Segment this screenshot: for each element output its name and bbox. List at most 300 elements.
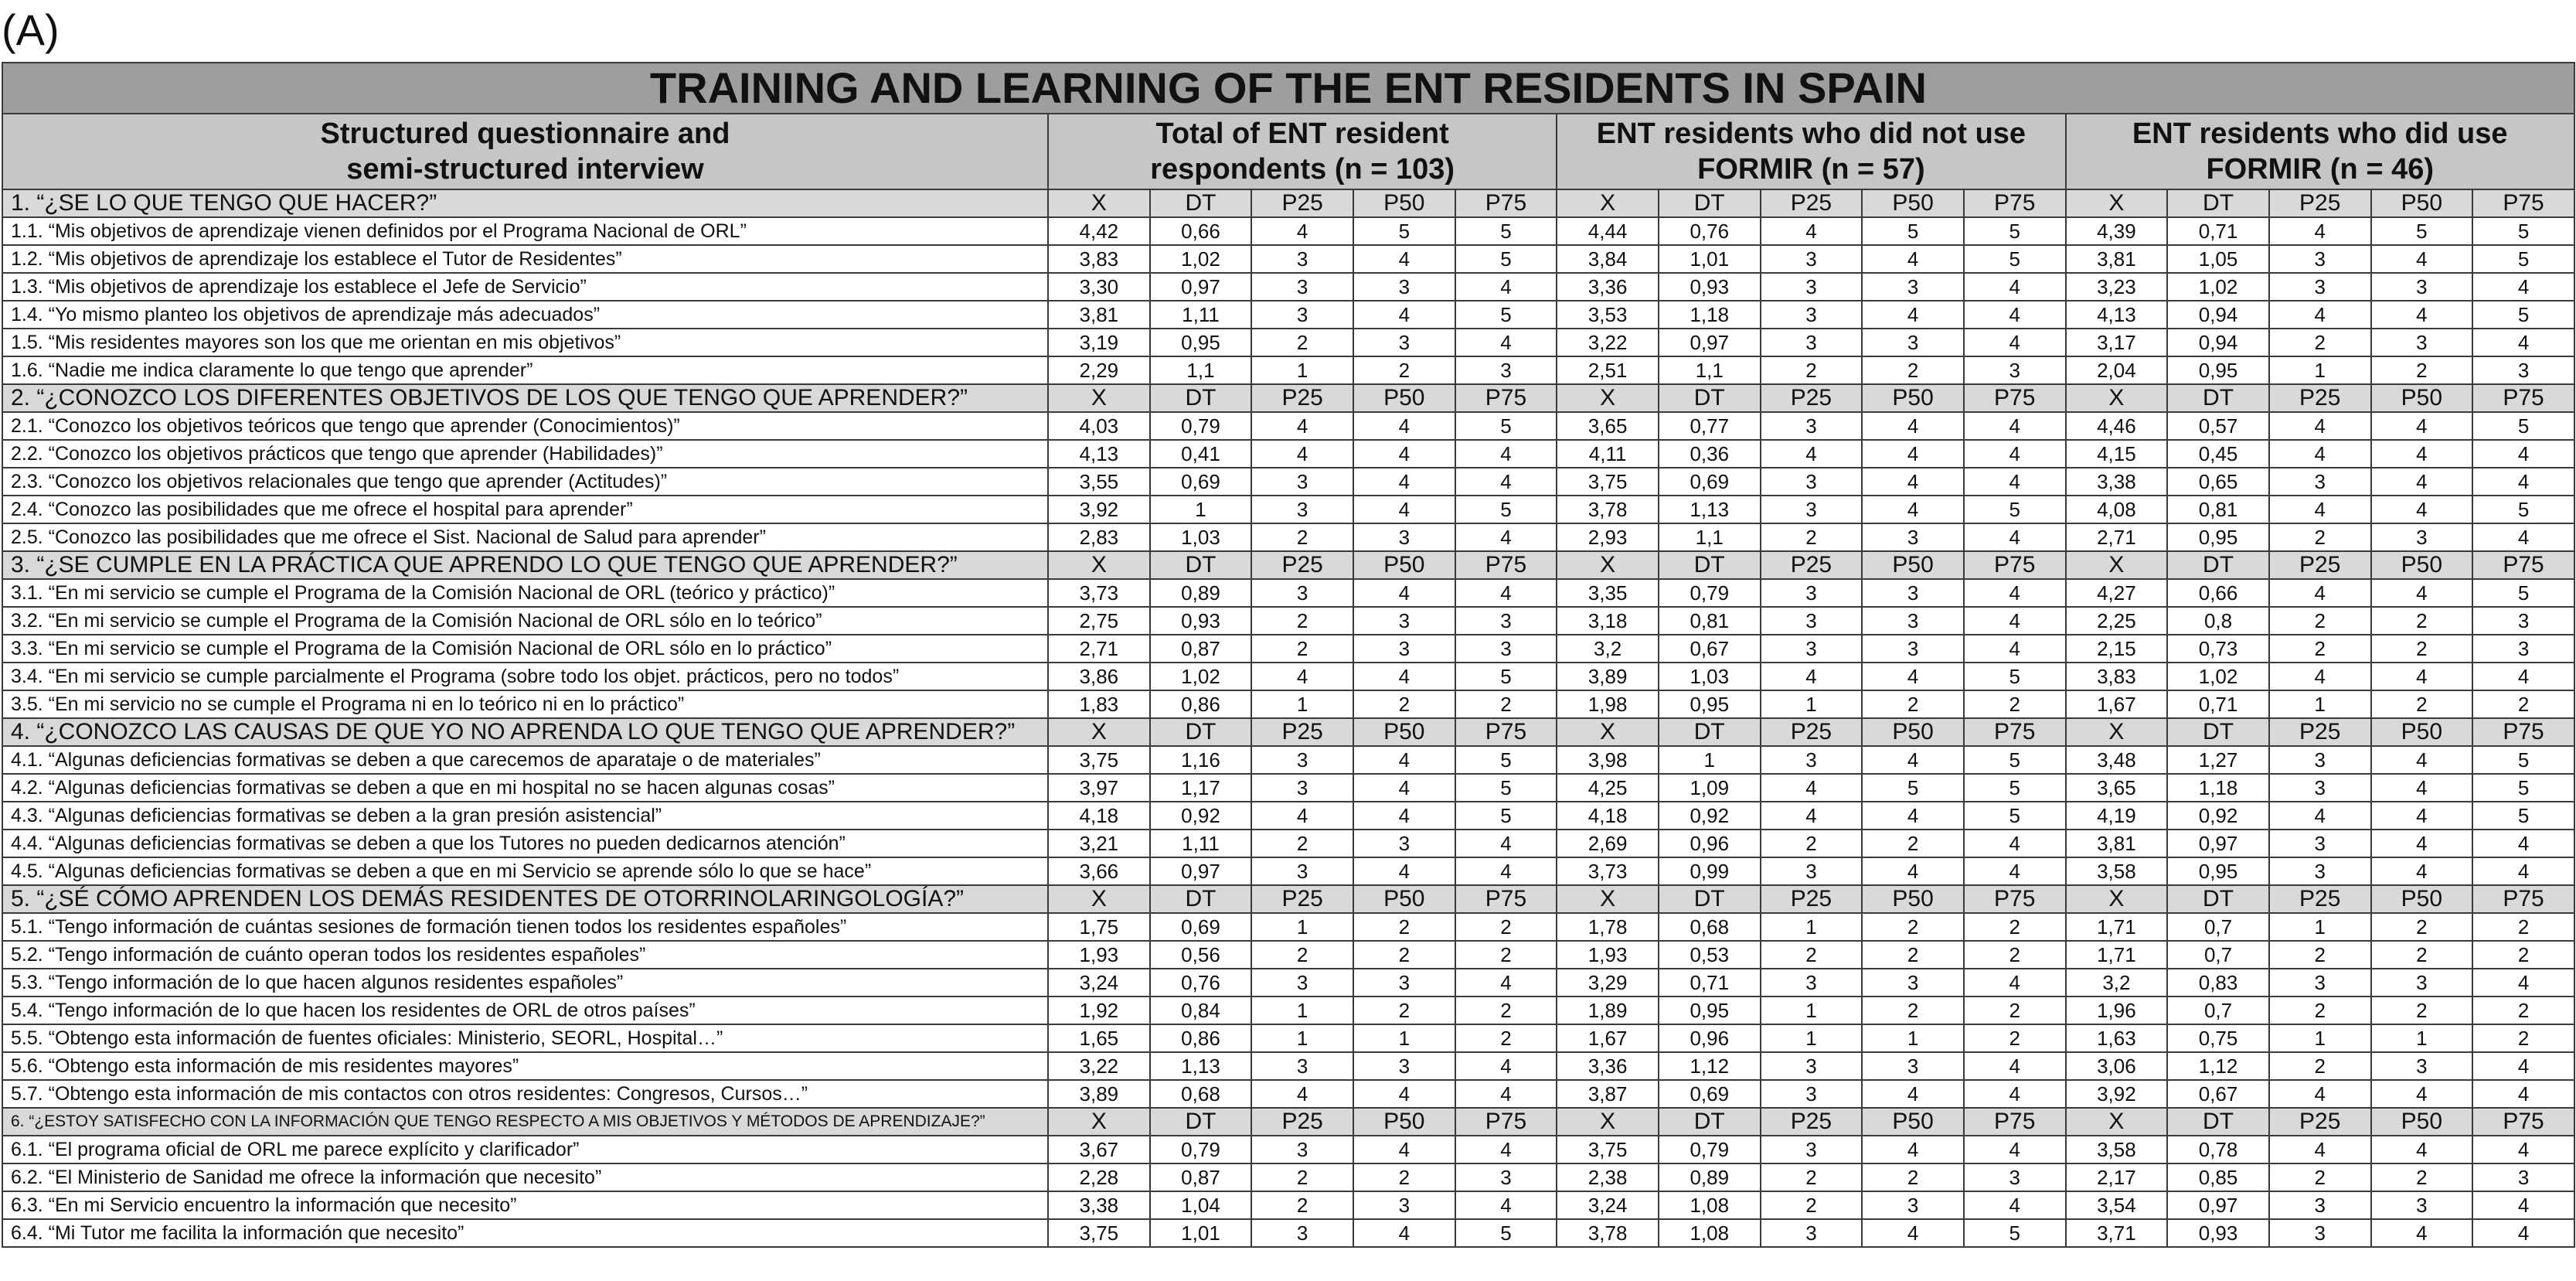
stat-header-p50: P50 — [1862, 551, 1964, 579]
value-cell: 3 — [1862, 523, 1964, 551]
value-cell: 4 — [1455, 969, 1557, 997]
stat-header-x: X — [1048, 384, 1150, 412]
stat-header-x: X — [2066, 885, 2168, 913]
value-cell: 4 — [1251, 440, 1353, 468]
value-cell: 3 — [1353, 969, 1455, 997]
stat-header-p25: P25 — [1251, 1108, 1353, 1136]
value-cell: 2 — [2269, 1163, 2371, 1191]
value-cell: 4 — [2472, 523, 2574, 551]
value-cell: 2 — [2472, 913, 2574, 941]
question-cell: 5.1. “Tengo información de cuántas sesiones de formación tienen todos los residentes españoles” — [2, 913, 1048, 941]
value-cell: 1,02 — [1150, 663, 1252, 690]
value-cell: 5 — [1455, 301, 1557, 329]
value-cell: 0,73 — [2167, 635, 2269, 663]
value-cell: 1 — [1251, 690, 1353, 718]
value-cell: 3 — [1761, 329, 1863, 356]
value-cell: 3 — [1862, 329, 1964, 356]
stat-header-dt: DT — [2167, 1108, 2269, 1136]
value-cell: 4 — [2269, 412, 2371, 440]
value-cell: 1,67 — [2066, 690, 2168, 718]
value-cell: 2,75 — [1048, 607, 1150, 635]
question-cell: 2.2. “Conozco los objetivos prácticos que tengo que aprender (Habilidades)” — [2, 440, 1048, 468]
value-cell: 3 — [1251, 774, 1353, 802]
table-row — [2, 579, 2574, 607]
stat-header-p75: P75 — [1455, 885, 1557, 913]
value-cell: 1,16 — [1150, 746, 1252, 774]
value-cell: 5 — [1964, 774, 2066, 802]
value-cell: 3 — [1251, 468, 1353, 496]
stat-header-p50: P50 — [1353, 189, 1455, 217]
value-cell: 3 — [1862, 1052, 1964, 1080]
table-row — [2, 496, 2574, 523]
stat-header-dt: DT — [1150, 551, 1252, 579]
value-cell: 3 — [1251, 969, 1353, 997]
value-cell: 1,01 — [1659, 245, 1761, 273]
value-cell: 3,87 — [1557, 1080, 1659, 1108]
stat-header-dt: DT — [2167, 551, 2269, 579]
value-cell: 3 — [1761, 635, 1863, 663]
value-cell: 2 — [1353, 997, 1455, 1024]
value-cell: 3 — [1353, 635, 1455, 663]
value-cell: 5 — [1455, 746, 1557, 774]
value-cell: 4 — [2371, 1136, 2473, 1163]
value-cell: 5 — [2472, 496, 2574, 523]
value-cell: 1,08 — [1659, 1191, 1761, 1219]
table-title: TRAINING AND LEARNING OF THE ENT RESIDENTS IN SPAIN — [2, 63, 2574, 114]
value-cell: 3 — [1761, 468, 1863, 496]
value-cell: 4,13 — [2066, 301, 2168, 329]
stat-header-x: X — [1557, 384, 1659, 412]
value-cell: 2 — [1455, 1024, 1557, 1052]
value-cell: 3,78 — [1557, 496, 1659, 523]
value-cell: 1,11 — [1150, 301, 1252, 329]
group-header-total — [1048, 114, 1557, 189]
stat-header-dt: DT — [1150, 1108, 1252, 1136]
value-cell: 3 — [1251, 496, 1353, 523]
stat-header-p25: P25 — [1761, 551, 1863, 579]
value-cell: 5 — [1455, 412, 1557, 440]
group-header-line: Total of ENT resident — [1155, 118, 1449, 150]
value-cell: 0,79 — [1659, 1136, 1761, 1163]
section-title: 1. “¿SE LO QUE TENGO QUE HACER?” — [2, 189, 1048, 217]
section-header-row — [2, 885, 2574, 913]
value-cell: 1 — [2371, 1024, 2473, 1052]
value-cell: 0,71 — [2167, 217, 2269, 245]
value-cell: 0,41 — [1150, 440, 1252, 468]
value-cell: 3 — [2472, 607, 2574, 635]
table-row — [2, 635, 2574, 663]
section-title: 3. “¿SE CUMPLE EN LA PRÁCTICA QUE APRENDO LO QUE TENGO QUE APRENDER?” — [2, 551, 1048, 579]
value-cell: 4 — [2269, 440, 2371, 468]
value-cell: 0,57 — [2167, 412, 2269, 440]
question-cell: 1.2. “Mis objetivos de aprendizaje los establece el Tutor de Residentes” — [2, 245, 1048, 273]
value-cell: 3,58 — [2066, 857, 2168, 885]
value-cell: 4 — [2472, 1136, 2574, 1163]
value-cell: 3 — [1761, 1080, 1863, 1108]
question-cell: 6.2. “El Ministerio de Sanidad me ofrece la información que necesito” — [2, 1163, 1048, 1191]
section-title: 5. “¿SÉ CÓMO APRENDEN LOS DEMÁS RESIDENTES DE OTORRINOLARINGOLOGÍA?” — [2, 885, 1048, 913]
question-cell: 6.3. “En mi Servicio encuentro la información que necesito” — [2, 1191, 1048, 1219]
value-cell: 2 — [2269, 1052, 2371, 1080]
panel-label: (A) — [2, 5, 60, 54]
value-cell: 3 — [1353, 1052, 1455, 1080]
value-cell: 3 — [1761, 607, 1863, 635]
value-cell: 2 — [1761, 941, 1863, 969]
value-cell: 3,86 — [1048, 663, 1150, 690]
table-row — [2, 690, 2574, 718]
value-cell: 1 — [1659, 746, 1761, 774]
stat-header-dt: DT — [1659, 718, 1761, 746]
value-cell: 4 — [1455, 1080, 1557, 1108]
value-cell: 3 — [1862, 635, 1964, 663]
value-cell: 1,02 — [2167, 273, 2269, 301]
value-cell: 4 — [1964, 1136, 2066, 1163]
value-cell: 2 — [2269, 635, 2371, 663]
value-cell: 4 — [1353, 746, 1455, 774]
table-row — [2, 301, 2574, 329]
stat-header-x: X — [1048, 551, 1150, 579]
value-cell: 4 — [1964, 468, 2066, 496]
value-cell: 4 — [1761, 663, 1863, 690]
value-cell: 3,81 — [1048, 301, 1150, 329]
value-cell: 4 — [1455, 273, 1557, 301]
value-cell: 4 — [1353, 1136, 1455, 1163]
value-cell: 0,94 — [2167, 329, 2269, 356]
value-cell: 2 — [1964, 997, 2066, 1024]
value-cell: 4 — [1455, 830, 1557, 857]
table-row — [2, 969, 2574, 997]
value-cell: 4 — [1862, 245, 1964, 273]
value-cell: 0,66 — [1150, 217, 1252, 245]
value-cell: 5 — [1964, 217, 2066, 245]
value-cell: 1,01 — [1150, 1219, 1252, 1247]
value-cell: 2 — [2371, 690, 2473, 718]
question-cell: 1.4. “Yo mismo planteo los objetivos de aprendizaje más adecuados” — [2, 301, 1048, 329]
value-cell: 3 — [1353, 607, 1455, 635]
value-cell: 0,69 — [1659, 1080, 1761, 1108]
stat-header-p25: P25 — [1251, 384, 1353, 412]
value-cell: 5 — [1862, 774, 1964, 802]
value-cell: 3 — [1251, 1052, 1353, 1080]
value-cell: 1,18 — [2167, 774, 2269, 802]
value-cell: 1 — [1251, 997, 1353, 1024]
value-cell: 3 — [1251, 857, 1353, 885]
value-cell: 0,67 — [1659, 635, 1761, 663]
value-cell: 0,67 — [2167, 1080, 2269, 1108]
value-cell: 0,71 — [2167, 690, 2269, 718]
value-cell: 4 — [2371, 245, 2473, 273]
question-cell: 5.2. “Tengo información de cuánto operan todos los residentes españoles” — [2, 941, 1048, 969]
value-cell: 2,04 — [2066, 356, 2168, 384]
table-row — [2, 217, 2574, 245]
value-cell: 3 — [1251, 579, 1353, 607]
stat-header-x: X — [2066, 718, 2168, 746]
value-cell: 5 — [1455, 663, 1557, 690]
value-cell: 4,15 — [2066, 440, 2168, 468]
value-cell: 0,92 — [1659, 802, 1761, 830]
value-cell: 4 — [2472, 1219, 2574, 1247]
value-cell: 1,08 — [1659, 1219, 1761, 1247]
value-cell: 2 — [1455, 997, 1557, 1024]
stat-header-p75: P75 — [2472, 885, 2574, 913]
value-cell: 3,35 — [1557, 579, 1659, 607]
stat-header-p75: P75 — [1964, 885, 2066, 913]
value-cell: 2 — [2371, 607, 2473, 635]
value-cell: 0,76 — [1659, 217, 1761, 245]
value-cell: 3 — [1353, 830, 1455, 857]
value-cell: 1,02 — [1150, 245, 1252, 273]
stat-header-dt: DT — [1659, 551, 1761, 579]
stat-header-dt: DT — [1659, 384, 1761, 412]
value-cell: 1 — [2269, 913, 2371, 941]
value-cell: 0,78 — [2167, 1136, 2269, 1163]
value-cell: 3 — [1353, 523, 1455, 551]
value-cell: 0,76 — [1150, 969, 1252, 997]
value-cell: 2,93 — [1557, 523, 1659, 551]
value-cell: 4 — [1455, 857, 1557, 885]
question-cell: 2.5. “Conozco las posibilidades que me ofrece el Sist. Nacional de Salud para aprender” — [2, 523, 1048, 551]
value-cell: 4 — [1353, 663, 1455, 690]
stat-header-p50: P50 — [1862, 384, 1964, 412]
value-cell: 3,55 — [1048, 468, 1150, 496]
question-cell: 3.4. “En mi servicio se cumple parcialmente el Programa (sobre todo los objet. prácticos, pero no todos” — [2, 663, 1048, 690]
table-row — [2, 802, 2574, 830]
value-cell: 0,45 — [2167, 440, 2269, 468]
value-cell: 2 — [1353, 1163, 1455, 1191]
value-cell: 4 — [2269, 301, 2371, 329]
value-cell: 5 — [2472, 412, 2574, 440]
value-cell: 3 — [1761, 301, 1863, 329]
value-cell: 2 — [2371, 941, 2473, 969]
table-row — [2, 857, 2574, 885]
value-cell: 1,78 — [1557, 913, 1659, 941]
value-cell: 3,89 — [1557, 663, 1659, 690]
value-cell: 5 — [1964, 746, 2066, 774]
value-cell: 3 — [1455, 1163, 1557, 1191]
value-cell: 4 — [2269, 1136, 2371, 1163]
value-cell: 4 — [1353, 1080, 1455, 1108]
stat-header-p75: P75 — [1455, 1108, 1557, 1136]
value-cell: 4 — [1862, 746, 1964, 774]
value-cell: 2 — [1862, 941, 1964, 969]
value-cell: 4 — [1964, 1052, 2066, 1080]
question-cell: 4.2. “Algunas deficiencias formativas se deben a que en mi hospital no se hacen algunas cosas” — [2, 774, 1048, 802]
value-cell: 3,65 — [2066, 774, 2168, 802]
value-cell: 4 — [2371, 802, 2473, 830]
value-cell: 4 — [2472, 329, 2574, 356]
value-cell: 4 — [2472, 273, 2574, 301]
value-cell: 0,85 — [2167, 1163, 2269, 1191]
value-cell: 3 — [1964, 356, 2066, 384]
value-cell: 5 — [1353, 217, 1455, 245]
stat-header-p50: P50 — [1353, 718, 1455, 746]
stat-header-p50: P50 — [2371, 189, 2473, 217]
value-cell: 2 — [1862, 690, 1964, 718]
value-cell: 3 — [2371, 969, 2473, 997]
value-cell: 4 — [1964, 273, 2066, 301]
group-header-questionnaire — [2, 114, 1048, 189]
value-cell: 4 — [1862, 802, 1964, 830]
table-row — [2, 746, 2574, 774]
value-cell: 4 — [1862, 440, 1964, 468]
value-cell: 0,81 — [1659, 607, 1761, 635]
value-cell: 3,73 — [1557, 857, 1659, 885]
value-cell: 4,46 — [2066, 412, 2168, 440]
table-row — [2, 607, 2574, 635]
value-cell: 0,68 — [1659, 913, 1761, 941]
value-cell: 3 — [1761, 1219, 1863, 1247]
value-cell: 0,93 — [1659, 273, 1761, 301]
value-cell: 3 — [1251, 746, 1353, 774]
value-cell: 2 — [1862, 997, 1964, 1024]
value-cell: 3,84 — [1557, 245, 1659, 273]
value-cell: 2 — [2371, 1163, 2473, 1191]
value-cell: 4 — [1353, 468, 1455, 496]
value-cell: 3 — [1862, 607, 1964, 635]
value-cell: 2 — [1862, 356, 1964, 384]
value-cell: 2 — [1761, 356, 1863, 384]
value-cell: 4,08 — [2066, 496, 2168, 523]
table-row — [2, 1163, 2574, 1191]
value-cell: 2 — [1964, 690, 2066, 718]
value-cell: 2,83 — [1048, 523, 1150, 551]
value-cell: 4 — [1251, 412, 1353, 440]
value-cell: 3,24 — [1048, 969, 1150, 997]
value-cell: 3 — [2472, 635, 2574, 663]
value-cell: 3 — [1761, 1136, 1863, 1163]
stat-header-p75: P75 — [1964, 1108, 2066, 1136]
value-cell: 3 — [2269, 774, 2371, 802]
section-header-row — [2, 384, 2574, 412]
value-cell: 2 — [2269, 941, 2371, 969]
stat-header-p25: P25 — [1761, 718, 1863, 746]
question-cell: 4.1. “Algunas deficiencias formativas se deben a que carecemos de aparataje o de materiales” — [2, 746, 1048, 774]
question-cell: 3.2. “En mi servicio se cumple el Programa de la Comisión Nacional de ORL sólo en lo teórico” — [2, 607, 1048, 635]
section-title: 6. “¿ESTOY SATISFECHO CON LA INFORMACIÓN QUE TENGO RESPECTO A MIS OBJETIVOS Y MÉTODOS DE APRENDIZAJE?” — [2, 1108, 1048, 1136]
value-cell: 4,11 — [1557, 440, 1659, 468]
value-cell: 4 — [2472, 1080, 2574, 1108]
value-cell: 1 — [1761, 913, 1863, 941]
value-cell: 3,65 — [1557, 412, 1659, 440]
value-cell: 1,83 — [1048, 690, 1150, 718]
stat-header-x: X — [1048, 718, 1150, 746]
value-cell: 0,69 — [1659, 468, 1761, 496]
value-cell: 3,67 — [1048, 1136, 1150, 1163]
value-cell: 3 — [1761, 273, 1863, 301]
value-cell: 1 — [1862, 1024, 1964, 1052]
stat-header-p50: P50 — [2371, 551, 2473, 579]
stat-header-p25: P25 — [1761, 1108, 1863, 1136]
stat-header-p50: P50 — [1862, 885, 1964, 913]
value-cell: 2 — [1455, 941, 1557, 969]
value-cell: 2 — [2371, 356, 2473, 384]
value-cell: 4 — [1862, 1080, 1964, 1108]
question-cell: 6.4. “Mi Tutor me facilita la información que necesito” — [2, 1219, 1048, 1247]
group-header-line: ENT residents who did use — [2132, 118, 2508, 150]
value-cell: 1 — [1150, 496, 1252, 523]
stat-header-p50: P50 — [2371, 1108, 2473, 1136]
value-cell: 1 — [1761, 1024, 1863, 1052]
value-cell: 1 — [2269, 356, 2371, 384]
table-row — [2, 1052, 2574, 1080]
value-cell: 4 — [2371, 440, 2473, 468]
value-cell: 4 — [2371, 1219, 2473, 1247]
value-cell: 0,69 — [1150, 468, 1252, 496]
table-row — [2, 356, 2574, 384]
value-cell: 1,1 — [1659, 523, 1761, 551]
value-cell: 3,48 — [2066, 746, 2168, 774]
value-cell: 4 — [1964, 969, 2066, 997]
value-cell: 4 — [1353, 774, 1455, 802]
value-cell: 5 — [2472, 245, 2574, 273]
value-cell: 3,89 — [1048, 1080, 1150, 1108]
value-cell: 5 — [2472, 301, 2574, 329]
value-cell: 5 — [1455, 245, 1557, 273]
value-cell: 2 — [1251, 830, 1353, 857]
value-cell: 3 — [1251, 245, 1353, 273]
value-cell: 3 — [2472, 1163, 2574, 1191]
value-cell: 2,15 — [2066, 635, 2168, 663]
value-cell: 0,95 — [2167, 523, 2269, 551]
value-cell: 0,81 — [2167, 496, 2269, 523]
value-cell: 0,8 — [2167, 607, 2269, 635]
stat-header-dt: DT — [1150, 885, 1252, 913]
value-cell: 5 — [1455, 496, 1557, 523]
value-cell: 4 — [2472, 1052, 2574, 1080]
value-cell: 4 — [1455, 1052, 1557, 1080]
value-cell: 5 — [1964, 496, 2066, 523]
value-cell: 2 — [1862, 1163, 1964, 1191]
value-cell: 3 — [1353, 273, 1455, 301]
table-row — [2, 1080, 2574, 1108]
value-cell: 3 — [2269, 969, 2371, 997]
question-cell: 6.1. “El programa oficial de ORL me parece explícito y clarificador” — [2, 1136, 1048, 1163]
value-cell: 3,36 — [1557, 1052, 1659, 1080]
value-cell: 4 — [1964, 607, 2066, 635]
value-cell: 3,98 — [1557, 746, 1659, 774]
stat-header-x: X — [1557, 718, 1659, 746]
value-cell: 4 — [1455, 440, 1557, 468]
value-cell: 2 — [2269, 523, 2371, 551]
value-cell: 4 — [1251, 802, 1353, 830]
value-cell: 3 — [1862, 273, 1964, 301]
value-cell: 5 — [1455, 802, 1557, 830]
question-cell: 5.5. “Obtengo esta información de fuentes oficiales: Ministerio, SEORL, Hospital…” — [2, 1024, 1048, 1052]
value-cell: 3 — [1251, 1219, 1353, 1247]
value-cell: 0,7 — [2167, 913, 2269, 941]
value-cell: 1,1 — [1150, 356, 1252, 384]
value-cell: 4 — [1761, 217, 1863, 245]
stat-header-x: X — [1557, 551, 1659, 579]
value-cell: 4 — [1862, 1219, 1964, 1247]
value-cell: 0,89 — [1659, 1163, 1761, 1191]
table-row — [2, 1024, 2574, 1052]
table-row — [2, 440, 2574, 468]
question-cell: 1.1. “Mis objetivos de aprendizaje vienen definidos por el Programa Nacional de ORL” — [2, 217, 1048, 245]
value-cell: 2 — [1353, 913, 1455, 941]
value-cell: 3 — [1761, 245, 1863, 273]
value-cell: 3,73 — [1048, 579, 1150, 607]
value-cell: 0,97 — [1150, 273, 1252, 301]
stat-header-dt: DT — [1150, 384, 1252, 412]
table-row — [2, 329, 2574, 356]
table-row — [2, 663, 2574, 690]
table-row — [2, 1219, 2574, 1247]
value-cell: 0,69 — [1150, 913, 1252, 941]
stat-header-p25: P25 — [1251, 885, 1353, 913]
stat-header-x: X — [1048, 1108, 1150, 1136]
value-cell: 4,03 — [1048, 412, 1150, 440]
